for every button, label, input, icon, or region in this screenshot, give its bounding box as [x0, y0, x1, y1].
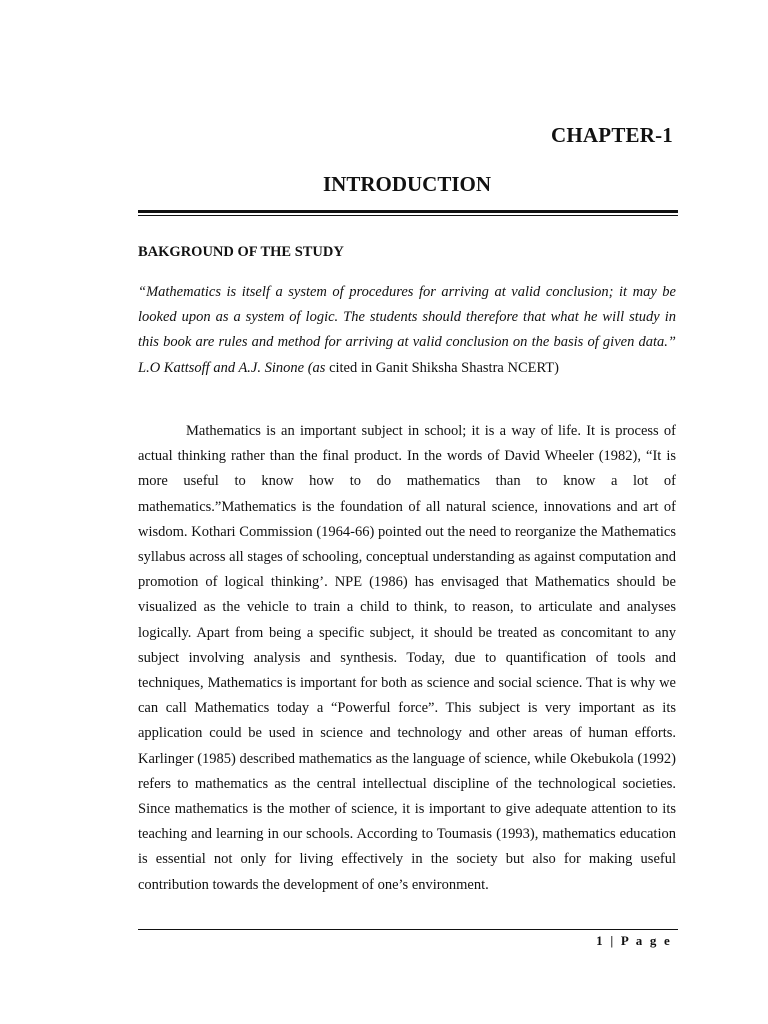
chapter-label: CHAPTER-1 — [551, 123, 673, 147]
section-heading: BAKGROUND OF THE STUDY — [138, 244, 344, 260]
footer-separator: | — [604, 933, 621, 948]
page-footer — [596, 933, 672, 949]
page-title: INTRODUCTION — [322, 172, 492, 196]
body-paragraph: Mathematics is an important subject in school; it is a way of life. It is process of actual thinking rather than the final product. In the words of David Wheeler (1982), “It is more useful to know how to do mathematics than to know a lot of mathematics.”Mathematics is the foundation of all natural science, innovations and art of wisdom. Kothari Commission (1964-66) pointed out the need to reorganize the Mathematics syllabus across all stages of schooling, conceptual understanding as against computation and promotion of logical thinking’. NPE (1986) has envisaged that Mathematics should be visualized as the vehicle to train a child to think, to reason, to articulate and analyses logically. Apart from being a specific subject, it should be treated as concomitant to any subject involving analysis and synthesis. Today, due to quantification of tools and techniques, Mathematics is important for both as science and social science. That is why we can call Mathematics today a “Powerful force”. This subject is very important as its application could be used in science and technology and other areas of human efforts. Karlinger (1985) described mathematics as the language of science, while Okebukola (1992) refers to mathematics as the central intellectual discipline of the technological societies. Since mathematics is the mother of science, it is important to give adequate attention to its teaching and learning in our schools. According to Toumasis (1993), mathematics education is essential not only for living effectively in the society but also for making useful contribution towards the development of one’s environment. — [138, 423, 676, 893]
page-word: P a g e — [620, 933, 672, 948]
quote-citation: cited in Ganit Shiksha Shastra NCERT) — [325, 359, 559, 376]
epigraph-quote — [138, 280, 676, 381]
title-divider-thin — [138, 215, 678, 216]
quote-text: “Mathematics is itself a system of procedures for arriving at valid conclusion; it may be looked upon as a system of logic. The students should therefore that what he will study in this book are rules and method for arriving at valid conclusion on the basis of given data.” L.O Kattsoff and A.J. Sinone (as — [138, 284, 676, 376]
page-number: 1 — [596, 933, 605, 948]
title-divider-thick — [138, 210, 678, 213]
footer-divider — [138, 929, 678, 930]
